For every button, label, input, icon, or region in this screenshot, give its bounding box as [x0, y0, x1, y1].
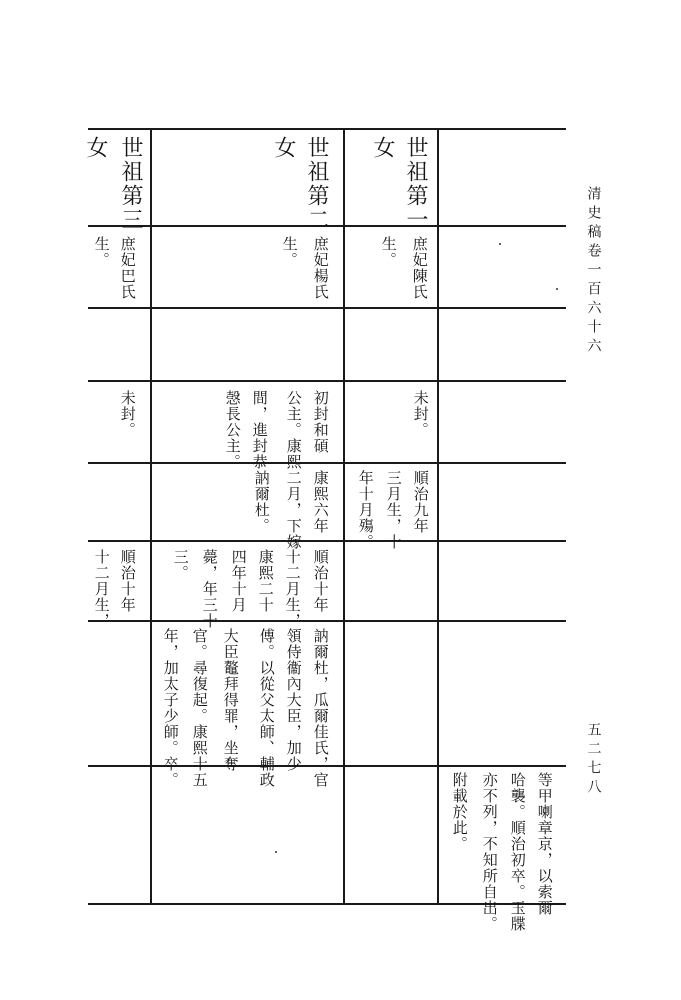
running-title: 清史稿卷一百六十六 — [585, 186, 602, 357]
col-rule-right — [437, 129, 439, 904]
note-l1: 等甲喇章京，以索爾 — [535, 772, 554, 916]
marriage-first-l2: 三月生，十 — [384, 470, 403, 550]
print-speck — [556, 288, 558, 290]
note-l3: 亦不列，不知所自出。 — [480, 772, 499, 932]
husband-second-l5: 官。尋復起。康熙十五 — [190, 628, 209, 788]
marriage-second-l2: 二月，下嫁 — [284, 470, 303, 550]
print-speck — [499, 243, 501, 245]
top-rule — [88, 128, 566, 130]
birth-second-l5: 薨，年三十 — [200, 549, 219, 629]
print-speck — [275, 851, 277, 853]
birth-second-l3: 康熙二十 — [256, 549, 275, 613]
enfeoff-second-l1: 初封和碩 — [311, 390, 330, 454]
mother-third: 庶妃巴氏 — [118, 236, 137, 300]
row-rule-marriage — [88, 540, 566, 542]
birth-second-l2: 十二月生， — [283, 549, 302, 629]
enfeoff-first: 未封。 — [411, 390, 430, 438]
mother-first: 庶妃陳氏 — [410, 236, 429, 300]
marriage-second-l1: 康熙六年 — [311, 470, 330, 534]
birth-second-l6: 三。 — [171, 549, 190, 581]
page-number: 五二七八 — [585, 722, 602, 798]
row-rule-enfeoff — [88, 462, 566, 464]
enfeoff-second-l2: 公主。康熙 — [284, 390, 303, 470]
row-rule-mother — [88, 307, 566, 309]
ruler-second: 世祖第二 — [303, 136, 329, 232]
husband-second-l1: 訥爾杜，瓜爾佳氏，官 — [311, 628, 330, 788]
marriage-first-l3: 年十月殤。 — [356, 470, 375, 550]
mother-second: 庶妃楊氏 — [311, 236, 330, 300]
husband-second-l6: 年，加太子少師。卒。 — [161, 628, 180, 788]
ruler-first: 世祖第一 — [402, 136, 428, 232]
mother-end-third: 生。 — [92, 236, 111, 268]
col-rule-left — [150, 129, 152, 904]
husband-second-l3: 傅。以從父太師、輔政 — [257, 628, 276, 788]
marriage-first-l1: 順治九年 — [411, 470, 430, 534]
birth-third-l1: 順治十年 — [118, 549, 137, 613]
row-rule-birth — [88, 620, 566, 622]
person-second: 女 — [270, 136, 296, 160]
note-l2: 哈襲。順治初卒。玉牒 — [508, 772, 527, 932]
person-first: 女 — [369, 136, 395, 160]
marriage-second-l3: 訥爾杜。 — [252, 470, 271, 534]
enfeoff-second-l3: 間，進封恭 — [250, 390, 269, 470]
person-third: 女 — [82, 136, 108, 160]
enfeoff-second-l4: 愨長公主。 — [223, 390, 242, 470]
mother-end-second: 生。 — [280, 236, 299, 268]
husband-second-l2: 領侍衞內大臣，加少 — [284, 628, 303, 772]
row-rule-blank — [88, 380, 566, 382]
birth-second-l1: 順治十年 — [311, 549, 330, 613]
ruler-third: 世祖第三 — [117, 136, 143, 232]
birth-third-l2: 十二月生， — [92, 549, 111, 629]
enfeoff-third: 未封。 — [118, 390, 137, 438]
note-l4: 附載於此。 — [450, 772, 469, 852]
col-rule-mid — [343, 129, 345, 904]
mother-end-first: 生。 — [379, 236, 398, 268]
birth-second-l4: 四年十月 — [229, 549, 248, 613]
husband-second-l4: 大臣鼇拜得罪，坐奪 — [221, 628, 240, 772]
